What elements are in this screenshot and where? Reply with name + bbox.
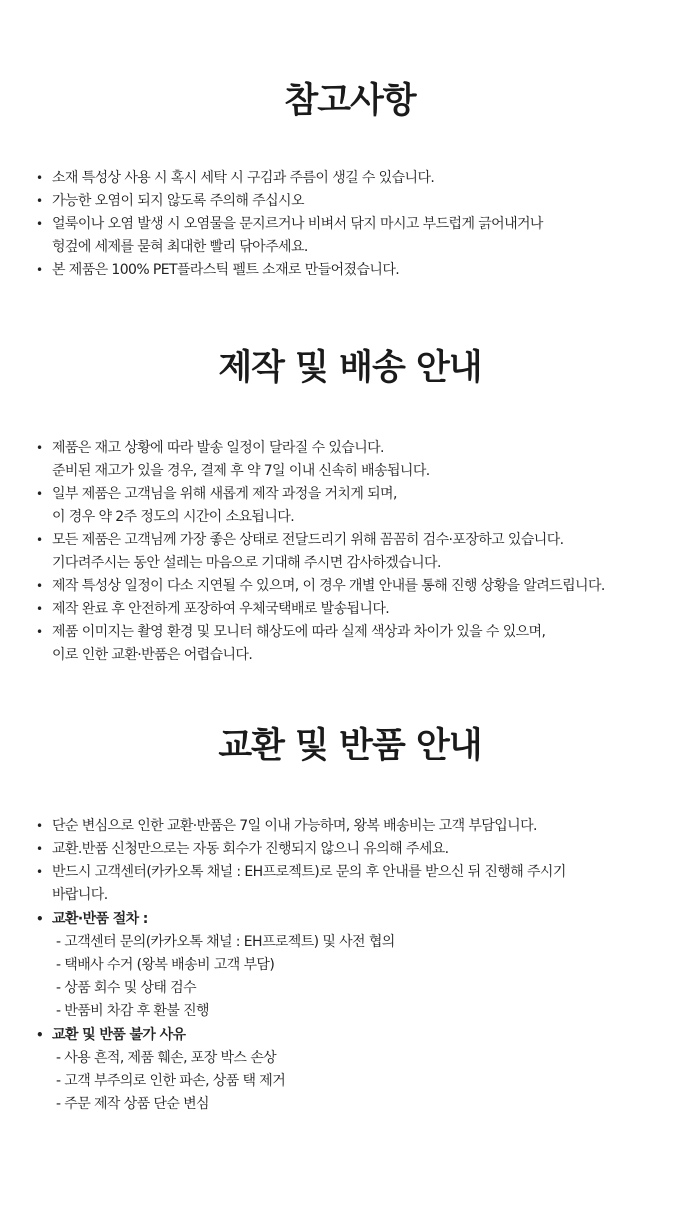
exchange-list [0, 815, 700, 1116]
procedure-heading: • 교환·반품 절차 : [52, 911, 148, 927]
restrictions-item [36, 1024, 700, 1116]
list-item-text: • 반드시 고객센터(카카오톡 채널 : EH프로젝트)로 문의 후 안내를 받으신 뒤 진행해 주시기 [52, 864, 566, 880]
list-item-text: • 제작 특성상 일정이 다소 지연될 수 있으며, 이 경우 개별 안내를 통해 진행 상황을 알려드립니다. [52, 578, 605, 594]
list-item-text: 이로 인한 교환·반품은 어렵습니다. [52, 647, 253, 663]
list-item [36, 213, 700, 259]
list-item-text: • 제품은 재고 상황에 따라 발송 일정이 달라질 수 있습니다. [52, 440, 384, 456]
list-item [36, 167, 700, 190]
restrictions-heading: • 교환 및 반품 불가 사유 [52, 1027, 186, 1043]
list-item [36, 575, 700, 598]
list-item-text: • 얼룩이나 오염 발생 시 오염물을 문지르거나 비벼서 닦지 마시고 부드럽게 긁어내거나 [52, 216, 543, 232]
list-item [36, 621, 700, 667]
list-item-text: 헝겊에 세제를 묻혀 최대한 빨리 닦아주세요. [52, 239, 308, 255]
notes-section [0, 73, 700, 282]
list-item-text: 준비된 재고가 있을 경우, 결제 후 약 7일 이내 신속히 배송됩니다. [52, 463, 430, 479]
production-section [0, 340, 700, 667]
list-item [36, 529, 700, 575]
list-item [36, 437, 700, 483]
exchange-title: 교환 및 반품 안내 [218, 726, 482, 766]
production-title: 제작 및 배송 안내 [218, 348, 482, 388]
restriction-step: - 사용 흔적, 제품 훼손, 포장 박스 손상 [56, 1050, 277, 1066]
procedure-step: - 고객센터 문의(카카오톡 채널 : EH프로젝트) 및 사전 협의 [56, 934, 395, 950]
notes-title: 참고사항 [284, 81, 416, 121]
list-item-text: • 제품 이미지는 촬영 환경 및 모니터 해상도에 따라 실제 색상과 차이가 있을 수 있으며, [52, 624, 546, 640]
notes-list [0, 167, 700, 282]
list-item-text: • 가능한 오염이 되지 않도록 주의해 주십시오 [52, 193, 304, 209]
list-item [36, 861, 700, 907]
list-item-text: 기다려주시는 동안 설레는 마음으로 기대해 주시면 감사하겠습니다. [52, 555, 441, 571]
list-item-text: • 제작 완료 후 안전하게 포장하여 우체국택배로 발송됩니다. [52, 601, 390, 617]
list-item-text: • 모든 제품은 고객님께 가장 좋은 상태로 전달드리기 위해 꼼꼼히 검수·포장하고 있습니다. [52, 532, 564, 548]
procedure-step: - 상품 회수 및 상태 검수 [56, 980, 197, 996]
restriction-step: - 고객 부주의로 인한 파손, 상품 택 제거 [56, 1073, 286, 1089]
restriction-step: - 주문 제작 상품 단순 변심 [56, 1096, 209, 1112]
exchange-section [0, 718, 700, 1116]
list-item-text: • 단순 변심으로 인한 교환·반품은 7일 이내 가능하며, 왕복 배송비는 고객 부담입니다. [52, 818, 537, 834]
procedure-step: - 택배사 수거 (왕복 배송비 고객 부담) [56, 957, 275, 973]
procedure-step: - 반품비 차감 후 환불 진행 [56, 1003, 209, 1019]
list-item [36, 815, 700, 838]
list-item [36, 483, 700, 529]
list-item-text: • 본 제품은 100% PET플라스틱 펠트 소재로 만들어졌습니다. [52, 262, 400, 278]
list-item [36, 190, 700, 213]
list-item [36, 259, 700, 282]
production-list [0, 437, 700, 667]
list-item-text: • 교환.반품 신청만으로는 자동 회수가 진행되지 않으니 유의해 주세요. [52, 841, 449, 857]
list-item [36, 598, 700, 621]
procedure-item [36, 908, 700, 1023]
list-item-text: 이 경우 약 2주 정도의 시간이 소요됩니다. [52, 509, 295, 525]
list-item-text: 바랍니다. [52, 887, 108, 903]
list-item-text: • 소재 특성상 사용 시 혹시 세탁 시 구김과 주름이 생길 수 있습니다. [52, 170, 435, 186]
list-item-text: • 일부 제품은 고객님을 위해 새롭게 제작 과정을 거치게 되며, [52, 486, 397, 502]
restrictions-steps [52, 1047, 700, 1116]
procedure-steps [52, 931, 700, 1023]
list-item [36, 838, 700, 861]
